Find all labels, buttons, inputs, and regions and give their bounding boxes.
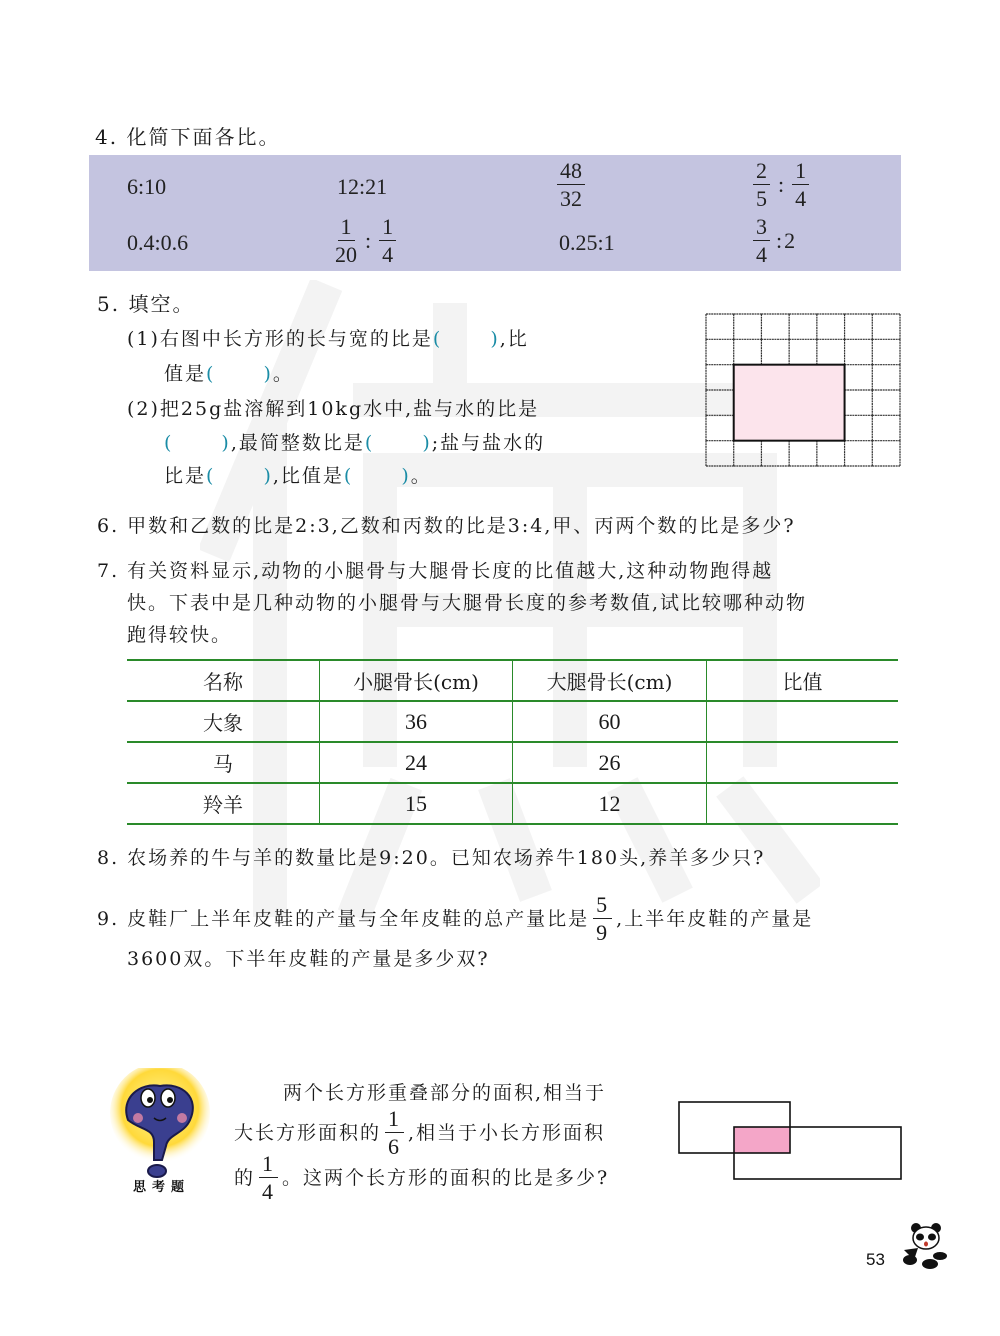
q4-item-2: 12:21 bbox=[337, 174, 388, 199]
fraction-numerator: 5 bbox=[593, 894, 612, 919]
answer-blank[interactable]: ( ) bbox=[343, 465, 411, 487]
q7-line2: 快。下表中是几种动物的小腿骨与大腿骨长度的参考数值,试比较哪种动物 bbox=[127, 592, 808, 614]
fraction-numerator: 1 bbox=[338, 216, 355, 241]
header-ratio: 比值 bbox=[707, 660, 899, 701]
think-text-pre2: 的 bbox=[234, 1166, 256, 1189]
ratio-cell[interactable] bbox=[707, 742, 899, 783]
q5-part2-line3 bbox=[164, 467, 432, 486]
thigh-length: 26 bbox=[513, 742, 707, 783]
table-row bbox=[127, 742, 898, 783]
q4-item-4: $\frac{2}{5}$ : $\frac{1}{4}$ bbox=[753, 160, 809, 210]
shin-length: 15 bbox=[320, 783, 513, 824]
think-text-post2: 。这两个长方形的面积的比是多少? bbox=[282, 1166, 610, 1189]
grid-rectangle-figure bbox=[705, 313, 901, 467]
q4-item-6: $\frac{1}{20}$ : $\frac{1}{4}$ bbox=[335, 216, 396, 266]
header-thigh: 大腿骨长(cm) bbox=[513, 660, 707, 701]
q5-part2-line1: (2)把25g盐溶解到10kg水中,盐与水的比是 bbox=[127, 398, 540, 420]
fraction-denominator: 32 bbox=[560, 186, 582, 211]
q6-text: 6. 甲数和乙数的比是2:3,乙数和丙数的比是3:4,甲、丙两个数的比是多少? bbox=[97, 515, 796, 537]
q5-part2-end: 。 bbox=[410, 465, 432, 487]
page-number: 53 bbox=[866, 1250, 885, 1269]
animal-name: 马 bbox=[127, 742, 320, 783]
q7-line3: 跑得较快。 bbox=[127, 624, 233, 646]
think-line2 bbox=[234, 1108, 605, 1158]
ratio-cell[interactable] bbox=[707, 783, 899, 824]
fraction-denominator: 5 bbox=[756, 186, 767, 211]
table-header-row bbox=[127, 660, 898, 701]
q5-part1-text2: 值是 bbox=[164, 363, 207, 385]
panda-icon bbox=[902, 1220, 948, 1270]
animal-name: 羚羊 bbox=[127, 783, 320, 824]
q9-line2: 3600双。下半年皮鞋的产量是多少双? bbox=[127, 948, 490, 970]
fraction-denominator: 6 bbox=[388, 1134, 402, 1159]
q9-text-pre: 9. 皮鞋厂上半年皮鞋的产量与全年皮鞋的总产量比是 bbox=[97, 907, 590, 930]
table-row bbox=[127, 783, 898, 824]
q5-part1-end: 。 bbox=[272, 363, 294, 385]
q4-item-8: $\frac{3}{4}$ :2 bbox=[753, 216, 795, 266]
animal-name: 大象 bbox=[127, 701, 320, 742]
q4-item-1: 6:10 bbox=[127, 174, 167, 199]
fraction-numerator: 2 bbox=[753, 160, 770, 185]
shin-length: 24 bbox=[320, 742, 513, 783]
fraction-numerator: 1 bbox=[385, 1108, 404, 1133]
thigh-length: 60 bbox=[513, 701, 707, 742]
answer-blank[interactable]: ( ) bbox=[364, 432, 432, 454]
fraction-numerator: 1 bbox=[379, 216, 396, 241]
think-label: 思考题 bbox=[133, 1180, 191, 1195]
think-line1: 两个长方形重叠部分的面积,相当于 bbox=[283, 1082, 607, 1104]
fraction-numerator: 1 bbox=[792, 160, 809, 185]
fraction-denominator: 4 bbox=[262, 1179, 276, 1204]
q7-line1: 7. 有关资料显示,动物的小腿骨与大腿骨长度的比值越大,这种动物跑得越 bbox=[97, 560, 774, 582]
table-row bbox=[127, 701, 898, 742]
q5-title: 5. 填空。 bbox=[97, 292, 195, 316]
overlap-region bbox=[734, 1127, 790, 1153]
fraction-numerator: 1 bbox=[259, 1153, 278, 1178]
fraction-denominator: 9 bbox=[596, 920, 610, 945]
fraction-denominator: 4 bbox=[756, 242, 767, 267]
q5-part1-text: (1)右图中长方形的长与宽的比是 bbox=[127, 328, 433, 350]
answer-blank[interactable]: ( ) bbox=[164, 432, 231, 454]
q8-text: 8. 农场养的牛与羊的数量比是9:20。已知农场养牛180头,养羊多少只? bbox=[97, 847, 766, 869]
think-line3 bbox=[234, 1153, 609, 1203]
q5-part1-tail: ,比 bbox=[499, 328, 529, 350]
q9-line1 bbox=[97, 894, 813, 944]
q5-part2-mid: ,最简整数比是 bbox=[230, 432, 365, 454]
q5-part1-line2 bbox=[164, 365, 294, 384]
pink-rectangle bbox=[734, 365, 845, 441]
q4-item-3 bbox=[557, 160, 585, 210]
answer-blank[interactable]: ( ) bbox=[432, 328, 500, 350]
header-shin: 小腿骨长(cm) bbox=[320, 660, 513, 701]
q9-text-post: ,上半年皮鞋的产量是 bbox=[616, 907, 814, 930]
fraction-numerator: 3 bbox=[753, 216, 770, 241]
q5-part2-tail: ;盐与盐水的 bbox=[431, 432, 546, 454]
answer-blank[interactable]: ( ) bbox=[206, 363, 273, 385]
bone-length-table bbox=[127, 659, 898, 825]
overlapping-rectangles-figure bbox=[678, 1101, 904, 1181]
ratio-term: 2 bbox=[784, 228, 796, 253]
q5-part2-text3: 比是 bbox=[164, 465, 207, 487]
q4-item-5: 0.4:0.6 bbox=[127, 230, 189, 255]
thigh-length: 12 bbox=[513, 783, 707, 824]
ratio-cell[interactable] bbox=[707, 701, 899, 742]
header-name: 名称 bbox=[127, 660, 320, 701]
q5-part2-mid3: ,比值是 bbox=[272, 465, 344, 487]
q5-part2-line2 bbox=[164, 434, 545, 453]
think-text-pre: 大长方形面积的 bbox=[234, 1121, 382, 1144]
fraction-denominator: 4 bbox=[795, 186, 807, 211]
q4-item-7: 0.25:1 bbox=[559, 230, 615, 255]
fraction-denominator: 4 bbox=[382, 242, 394, 267]
q4-title: 4. 化简下面各比。 bbox=[95, 125, 281, 149]
q4-ratio-panel bbox=[89, 155, 901, 271]
fraction-denominator: 20 bbox=[335, 242, 357, 267]
answer-blank[interactable]: ( ) bbox=[206, 465, 273, 487]
fraction-numerator: 48 bbox=[557, 160, 585, 185]
shin-length: 36 bbox=[320, 701, 513, 742]
q5-part1-line1 bbox=[127, 330, 529, 349]
think-text-post: ,相当于小长方形面积 bbox=[408, 1121, 606, 1144]
